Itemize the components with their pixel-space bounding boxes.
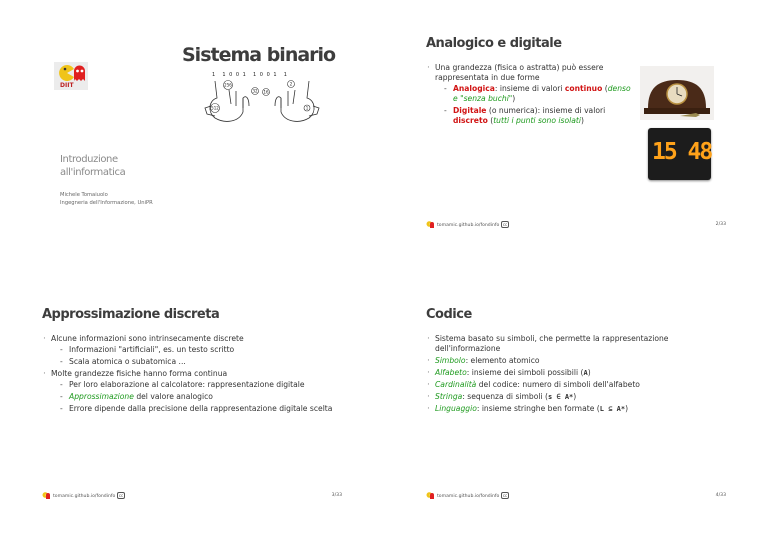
list-item: - Errore dipende dalla precisione della rappresentazione digitale scelta <box>51 404 362 414</box>
bullet-list <box>426 63 632 128</box>
term: Approssimazione <box>69 392 134 401</box>
code: L ⊆ A* <box>599 405 626 413</box>
text: ) <box>587 368 591 377</box>
keyword: continuo <box>564 84 603 93</box>
list-item: · Sistema basato su simboli, che permette la rappresentazione dell'informazione <box>426 334 686 354</box>
note: tutti i punti sono isolati <box>493 116 581 125</box>
text: ( <box>602 84 608 93</box>
term: Analogica <box>453 84 495 93</box>
binary-digits: 1 1 0 0 1 1 0 0 1 1 <box>212 72 287 78</box>
finger-label: 2 <box>289 81 293 87</box>
pacman-ghost-icon <box>426 220 434 228</box>
list-item <box>42 334 362 367</box>
counting-hands-illustration <box>203 78 321 126</box>
sub-list <box>435 84 632 126</box>
bullet-list <box>426 334 686 416</box>
text: ) <box>512 94 516 103</box>
finger-label: 1 <box>305 105 309 111</box>
term: Cardinalità <box>435 380 477 389</box>
term: Linguaggio <box>435 404 477 413</box>
list-item <box>426 368 686 378</box>
footer-link[interactable] <box>53 493 125 499</box>
text: : sequenza di simboli ( <box>462 392 548 401</box>
list-item: - Informazioni "artificiali", es. un testo scritto <box>51 345 362 355</box>
digital-clock-image <box>648 128 711 180</box>
footer <box>426 221 726 231</box>
footer-url: tomamic.github.io/fondinfo <box>437 223 500 228</box>
subtitle-line: all'informatica <box>60 167 126 178</box>
text: : insieme stringhe ben formate ( <box>476 404 600 413</box>
text: ) <box>573 392 577 401</box>
page-number: 3/33 <box>331 493 342 498</box>
list-item <box>42 369 362 414</box>
cc-icon: cc <box>502 493 508 498</box>
text: del valore analogico <box>133 392 213 401</box>
slide-2 <box>384 0 768 271</box>
subtitle-line: Introduzione <box>60 154 118 165</box>
text: (o numerica): insieme di valori <box>486 106 606 115</box>
digital-clock-display: 15 48 <box>652 139 712 165</box>
logo <box>54 62 88 90</box>
text: del codice: numero di simboli dell'alfabeto <box>476 380 640 389</box>
footer-url: tomamic.github.io/fondinfo <box>437 494 500 499</box>
list-item <box>426 63 632 126</box>
finger-label: 16 <box>263 89 269 95</box>
term: Simbolo <box>435 356 466 365</box>
affiliation: Ingegneria dell'Informazione, UniPR <box>60 200 153 206</box>
slide-3 <box>0 271 384 542</box>
list-item <box>426 392 686 402</box>
slide-1-title <box>0 0 384 271</box>
page-number: 2/33 <box>715 222 726 227</box>
list-item <box>426 404 686 414</box>
term: Stringa <box>435 392 463 401</box>
finger-label: 256 <box>224 82 232 88</box>
list-item <box>426 356 686 366</box>
list-item <box>435 84 632 104</box>
finger-label: 32 <box>252 88 258 94</box>
cc-icon: cc <box>502 222 508 227</box>
pacman-ghost-icon <box>426 491 434 499</box>
list-item <box>51 392 362 402</box>
slide-title: Analogico e digitale <box>426 36 562 51</box>
list-item: - Scala atomica o subatomica ... <box>51 357 362 367</box>
bullet-list <box>42 334 362 416</box>
text: : insieme di valori <box>494 84 565 93</box>
text: : elemento atomico <box>465 356 540 365</box>
keyword: discreto <box>453 116 488 125</box>
footer-link[interactable] <box>437 493 509 499</box>
text: ) <box>580 116 584 125</box>
author: Michele Tomaiuolo <box>60 192 108 198</box>
term: Digitale <box>453 106 487 115</box>
slide-4 <box>384 271 768 542</box>
footer <box>426 492 726 502</box>
sub-list <box>51 380 362 414</box>
text: ) <box>625 404 629 413</box>
text: ( <box>487 116 494 125</box>
pacman-ghost-icon <box>42 491 50 499</box>
list-item: - Per loro elaborazione al calcolatore: rappresentazione digitale <box>51 380 362 390</box>
note: denso e "senza buchi" <box>453 84 631 103</box>
finger-label: 512 <box>211 105 219 111</box>
bullet-text: Molte grandezze fisiche hanno forma continua <box>51 369 228 378</box>
code: A <box>583 369 588 377</box>
bullet-text: Alcune informazioni sono intrinsecamente discrete <box>51 334 244 343</box>
slide-title: Sistema binario <box>182 44 336 66</box>
sub-list <box>51 345 362 367</box>
page-number: 4/33 <box>715 493 726 498</box>
slide-title: Codice <box>426 307 472 322</box>
footer <box>42 492 342 502</box>
footer-link[interactable] <box>437 222 509 228</box>
slide-title: Approssimazione discreta <box>42 307 220 322</box>
code: s ∈ A* <box>547 393 574 401</box>
pacman-ghost-logo-icon <box>54 63 88 83</box>
subtitle <box>60 153 125 179</box>
list-item <box>426 380 686 390</box>
bullet-text: Una grandezza (fisica o astratta) può essere rappresentata in due forme <box>435 63 604 82</box>
footer-url: tomamic.github.io/fondinfo <box>53 494 116 499</box>
term: Alfabeto <box>435 368 467 377</box>
list-item <box>435 106 632 126</box>
text: : insieme dei simboli possibili ( <box>466 368 584 377</box>
cc-icon: cc <box>118 493 124 498</box>
logo-text: DIIT <box>60 82 74 89</box>
analog-clock-image <box>640 66 714 120</box>
